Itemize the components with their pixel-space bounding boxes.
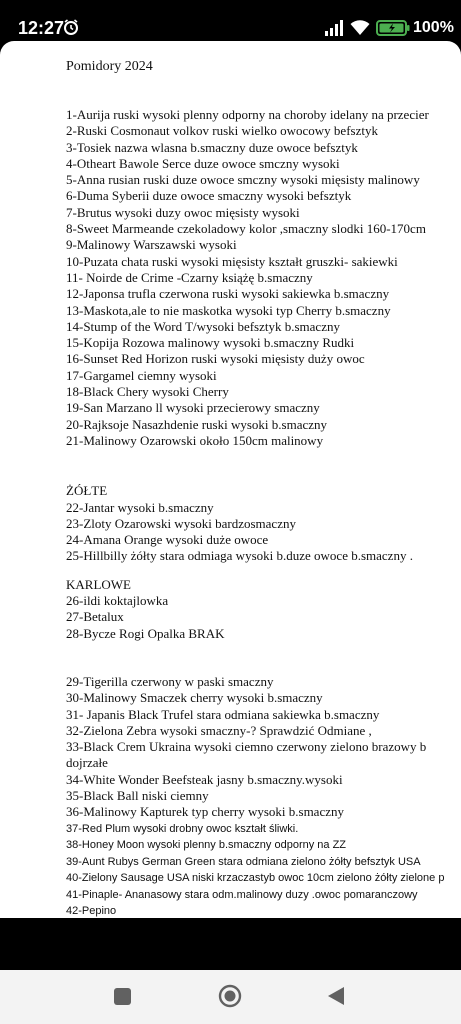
list-item: 41-Pinaple- Ananasowy stara odm.malinowy duzy .owoc pomaranczowy [66, 888, 418, 901]
home-icon[interactable] [218, 984, 242, 1008]
list-item: 40-Zielony Sausage USA niski krzaczastyb owoc 10cm zielono żółty zielone p [66, 872, 445, 885]
list-item: 16-Sunset Red Horizon ruski wysoki mięsisty duży owoc [66, 351, 365, 367]
list-item: 7-Brutus wysoki duzy owoc mięsisty wysoki [66, 204, 300, 220]
list-item: 24-Amana Orange wysoki duże owoce [66, 532, 269, 548]
list-item: 38-Honey Moon wysoki plenny b.smaczny odporny na ZZ [66, 839, 347, 852]
list-item: 42-Pepino [66, 905, 117, 918]
navigation-bar [0, 970, 461, 1024]
document-title: Pomidory 2024 [66, 59, 153, 74]
list-item: 17-Gargamel ciemny wysoki [66, 367, 217, 383]
signal-icon [325, 20, 345, 36]
list-item: 10-Puzata chata ruski wysoki mięsisty kształt gruszki- sakiewki [66, 253, 398, 269]
section-heading-dwarf: KARLOWE [66, 576, 131, 592]
list-item: 26-ildi koktajlowka [66, 593, 169, 609]
battery-icon [376, 20, 410, 36]
list-item: 5-Anna rusian ruski duze owoce smczny wysoki mięsisty malinowy [66, 172, 420, 188]
list-item: 34-White Wonder Beefsteak jasny b.smaczny.wysoki [66, 771, 343, 787]
entries-list [66, 107, 461, 918]
list-item: 28-Bycze Rogi Opalka BRAK [66, 625, 225, 641]
list-item: 33-Black Crem Ukraina wysoki ciemno czerwony zielono brazowy b [66, 739, 427, 755]
battery-percent: 100% [413, 19, 454, 36]
list-item: 2-Ruski Cosmonaut volkov ruski wielko owocowy befsztyk [66, 123, 378, 139]
clock: 12:27 [18, 18, 65, 38]
list-item: 25-Hillbilly żółty stara odmiaga wysoki b.duze owoce b.smaczny . [66, 548, 413, 564]
spacer [66, 642, 461, 674]
list-item: 23-Zloty Ozarowski wysoki bardzosmaczny [66, 515, 296, 531]
list-item: 13-Maskota,ale to nie maskotka wysoki typ Cherry b.smaczny [66, 302, 391, 318]
alarm-icon [63, 19, 79, 35]
list-item: 36-Malinowy Kapturek typ cherry wysoki b.smaczny [66, 804, 344, 820]
list-item: 20-Rajksoje Nasazhdenie ruski wysoki b.smaczny [66, 416, 328, 432]
list-item: 6-Duma Syberii duze owoce smaczny wysoki befsztyk [66, 188, 352, 204]
back-icon[interactable] [327, 986, 345, 1006]
list-item: 31- Japanis Black Trufel stara odmiana sakiewka b.smaczny [66, 706, 380, 722]
list-item: 22-Jantar wysoki b.smaczny [66, 499, 214, 515]
section-heading-yellow: ŻÓŁTE [66, 483, 108, 499]
list-item: 8-Sweet Marmeande czekoladowy kolor ,smaczny slodki 160-170cm [66, 221, 426, 237]
spacer [66, 565, 461, 577]
list-item: 37-Red Plum wysoki drobny owoc kształt śliwki. [66, 822, 299, 835]
list-item: 32-Zielona Zebra wysoki smaczny-? Sprawdzić Odmiane , [66, 722, 372, 738]
list-item: 27-Betalux [66, 609, 124, 625]
spacer [66, 449, 461, 483]
document-page [0, 41, 461, 918]
list-item: 35-Black Ball niski ciemny [66, 787, 209, 803]
wifi-icon [350, 19, 370, 36]
list-item: 12-Japonsa trufla czerwona ruski wysoki sakiewka b.smaczny [66, 286, 390, 302]
list-item: 9-Malinowy Warszawski wysoki [66, 237, 237, 253]
recents-icon[interactable] [114, 988, 131, 1005]
list-item: 4-Otheart Bawole Serce duze owoce smczny wysoki [66, 155, 340, 171]
list-item: 21-Malinowy Ozarowski około 150cm malinowy [66, 432, 324, 448]
list-item: 3-Tosiek nazwa wlasna b.smaczny duze owoce befsztyk [66, 139, 358, 155]
list-item: 30-Malinowy Smaczek cherry wysoki b.smaczny [66, 690, 323, 706]
list-item: 15-Kopija Rozowa malinowy wysoki b.smaczny Rudki [66, 335, 355, 351]
list-item: dojrzałe [66, 755, 108, 771]
list-item: 29-Tigerilla czerwony w paski smaczny [66, 673, 274, 689]
list-item: 19-San Marzano ll wysoki przecierowy smaczny [66, 400, 320, 416]
list-item: 14-Stump of the Word T/wysoki befsztyk b.smaczny [66, 318, 340, 334]
list-item: 39-Aunt Rubys German Green stara odmiana zielono żółty befsztyk USA [66, 855, 421, 868]
list-item: 11- Noirde de Crime -Czarny książę b.smaczny [66, 269, 313, 285]
list-item: 18-Black Chery wysoki Cherry [66, 384, 229, 400]
bottom-dark-area [0, 918, 461, 970]
list-item: 1-Aurija ruski wysoki plenny odporny na choroby idelany na przecier [66, 107, 429, 122]
